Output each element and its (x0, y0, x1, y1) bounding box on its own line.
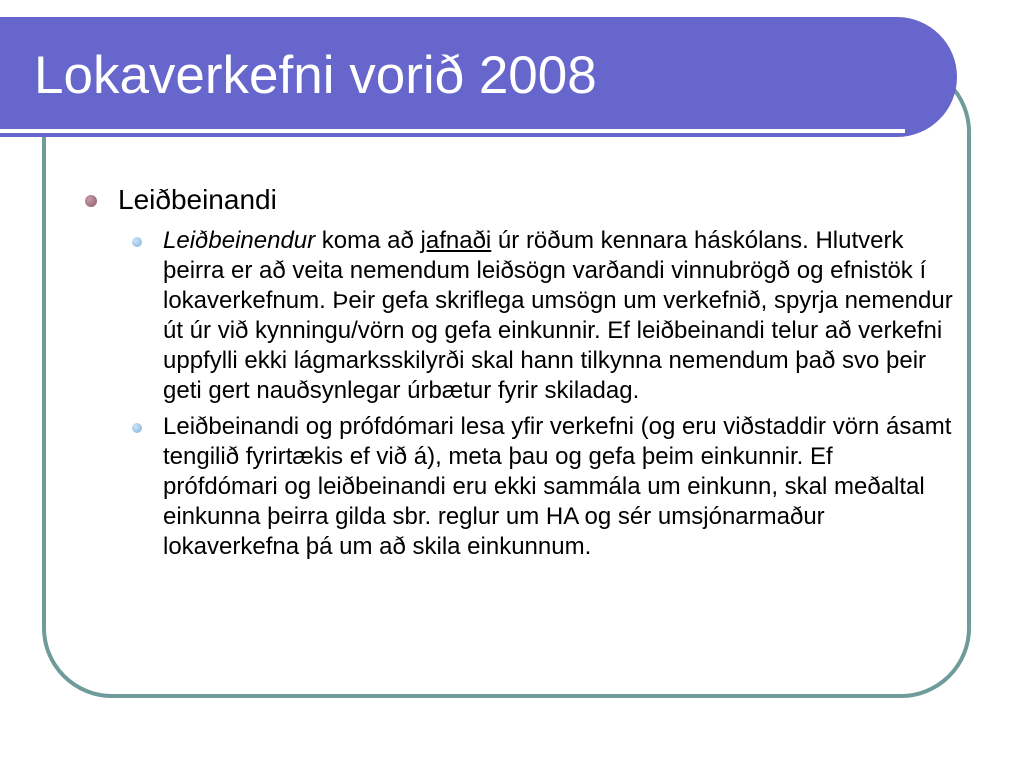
item2-text: Leiðbeinandi og prófdómari lesa yfir verkefni (og eru viðstaddir vörn ásamt tengilið fyrirtækis ef við á), meta þau og gefa þeim einkunnir. Ef prófdómari og leiðbeinandi eru ekki sammála um einkunn, skal meðaltal einkunna þeirra gilda sbr. reglur um HA og sér umsjónarmaður lokaverkefna þá um að skila einkunnum. (163, 413, 952, 560)
slide-title: Lokaverkefni vorið 2008 (34, 46, 597, 105)
section-heading: Leiðbeinandi (118, 184, 277, 215)
item1-text-before-link: koma að (315, 227, 421, 254)
bullet-dot-icon (132, 237, 142, 247)
bullet-dot-icon (132, 423, 142, 433)
title-underline (0, 129, 905, 133)
slide-body (80, 182, 953, 568)
bullet-level2-item-1 (163, 226, 953, 406)
item1-rest-text: úr röðum kennara háskólans. Hlutverk þeirra er að veita nemendum leiðsögn varðandi vinnubrögð og efnistök í lokaverkefnum. Þeir gefa skriflega umsögn um verkefnið, spyrja nemendur út úr við kynningu/vörn og gefa einkunnir. Ef leiðbeinandi telur að verkefni uppfylli ekki lágmarksskilyrði skal hann tilkynna nemendum það svo þeir geti gert nauðsynlegar úrbætur fyrir skiladag. (163, 227, 953, 404)
italic-lead-word: Leiðbeinendur (163, 227, 316, 254)
bullet-level1-item (80, 182, 950, 218)
bullet-dot-icon (85, 195, 97, 207)
bullet-level2-item-2 (163, 412, 953, 562)
underlined-word: jafnaði (420, 227, 492, 254)
